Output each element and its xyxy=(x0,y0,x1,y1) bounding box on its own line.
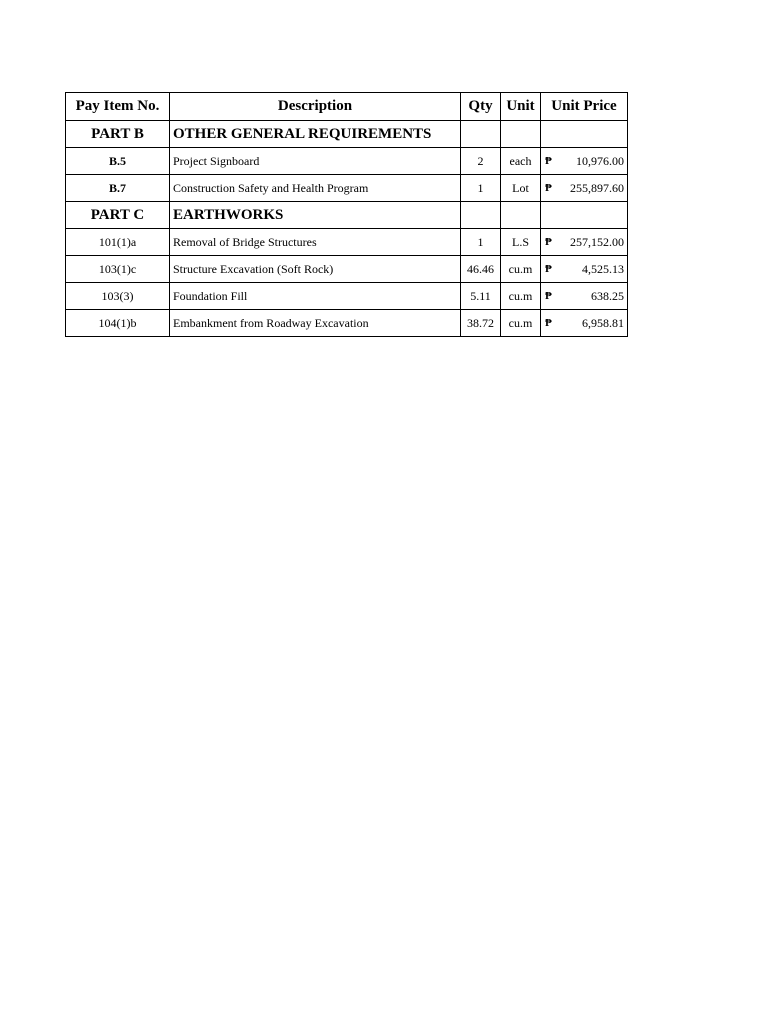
pay-item-no: 101(1)a xyxy=(66,229,170,256)
peso-sign-icon: ₱ xyxy=(545,236,552,248)
section-title: EARTHWORKS xyxy=(170,202,461,229)
item-description: Construction Safety and Health Program xyxy=(170,175,461,202)
unit-price-cell xyxy=(541,256,628,283)
item-description: Structure Excavation (Soft Rock) xyxy=(170,256,461,283)
unit-price-cell xyxy=(541,148,628,175)
header-row xyxy=(66,93,628,121)
pay-item-no: 103(3) xyxy=(66,283,170,310)
pay-item-no: B.5 xyxy=(66,148,170,175)
item-unit: cu.m xyxy=(501,283,541,310)
empty-cell xyxy=(501,121,541,148)
bill-of-quantities-table xyxy=(65,92,628,337)
item-unit: Lot xyxy=(501,175,541,202)
section-title: OTHER GENERAL REQUIREMENTS xyxy=(170,121,461,148)
unit-price-amount: 638.25 xyxy=(591,288,624,303)
empty-cell xyxy=(461,121,501,148)
col-header-qty: Qty xyxy=(461,93,501,121)
unit-price-cell xyxy=(541,229,628,256)
empty-cell xyxy=(461,202,501,229)
item-unit: each xyxy=(501,148,541,175)
col-header-unit: Unit xyxy=(501,93,541,121)
item-qty: 1 xyxy=(461,229,501,256)
item-unit: L.S xyxy=(501,229,541,256)
table-row xyxy=(66,175,628,202)
table-body xyxy=(66,121,628,337)
item-description: Project Signboard xyxy=(170,148,461,175)
pay-item-no: B.7 xyxy=(66,175,170,202)
section-part-label: PART B xyxy=(66,121,170,148)
unit-price-amount: 255,897.60 xyxy=(570,180,624,195)
col-header-unit-price: Unit Price xyxy=(541,93,628,121)
peso-sign-icon: ₱ xyxy=(545,155,552,167)
item-description: Removal of Bridge Structures xyxy=(170,229,461,256)
table-row xyxy=(66,256,628,283)
empty-cell xyxy=(541,121,628,148)
col-header-description: Description xyxy=(170,93,461,121)
table-row xyxy=(66,148,628,175)
unit-price-amount: 257,152.00 xyxy=(570,234,624,249)
empty-cell xyxy=(501,202,541,229)
peso-sign-icon: ₱ xyxy=(545,263,552,275)
item-unit: cu.m xyxy=(501,256,541,283)
peso-sign-icon: ₱ xyxy=(545,317,552,329)
table-row xyxy=(66,283,628,310)
section-row xyxy=(66,202,628,229)
item-qty: 38.72 xyxy=(461,310,501,337)
item-unit: cu.m xyxy=(501,310,541,337)
unit-price-amount: 4,525.13 xyxy=(582,261,624,276)
unit-price-cell xyxy=(541,175,628,202)
item-qty: 1 xyxy=(461,175,501,202)
unit-price-amount: 10,976.00 xyxy=(576,153,624,168)
empty-cell xyxy=(541,202,628,229)
pay-item-no: 103(1)c xyxy=(66,256,170,283)
table-row xyxy=(66,310,628,337)
item-qty: 5.11 xyxy=(461,283,501,310)
item-description: Embankment from Roadway Excavation xyxy=(170,310,461,337)
pay-item-no: 104(1)b xyxy=(66,310,170,337)
item-description: Foundation Fill xyxy=(170,283,461,310)
unit-price-cell xyxy=(541,283,628,310)
unit-price-cell xyxy=(541,310,628,337)
item-qty: 2 xyxy=(461,148,501,175)
section-part-label: PART C xyxy=(66,202,170,229)
peso-sign-icon: ₱ xyxy=(545,290,552,302)
section-row xyxy=(66,121,628,148)
unit-price-amount: 6,958.81 xyxy=(582,315,624,330)
item-qty: 46.46 xyxy=(461,256,501,283)
peso-sign-icon: ₱ xyxy=(545,182,552,194)
table-row xyxy=(66,229,628,256)
col-header-pay-item: Pay Item No. xyxy=(66,93,170,121)
